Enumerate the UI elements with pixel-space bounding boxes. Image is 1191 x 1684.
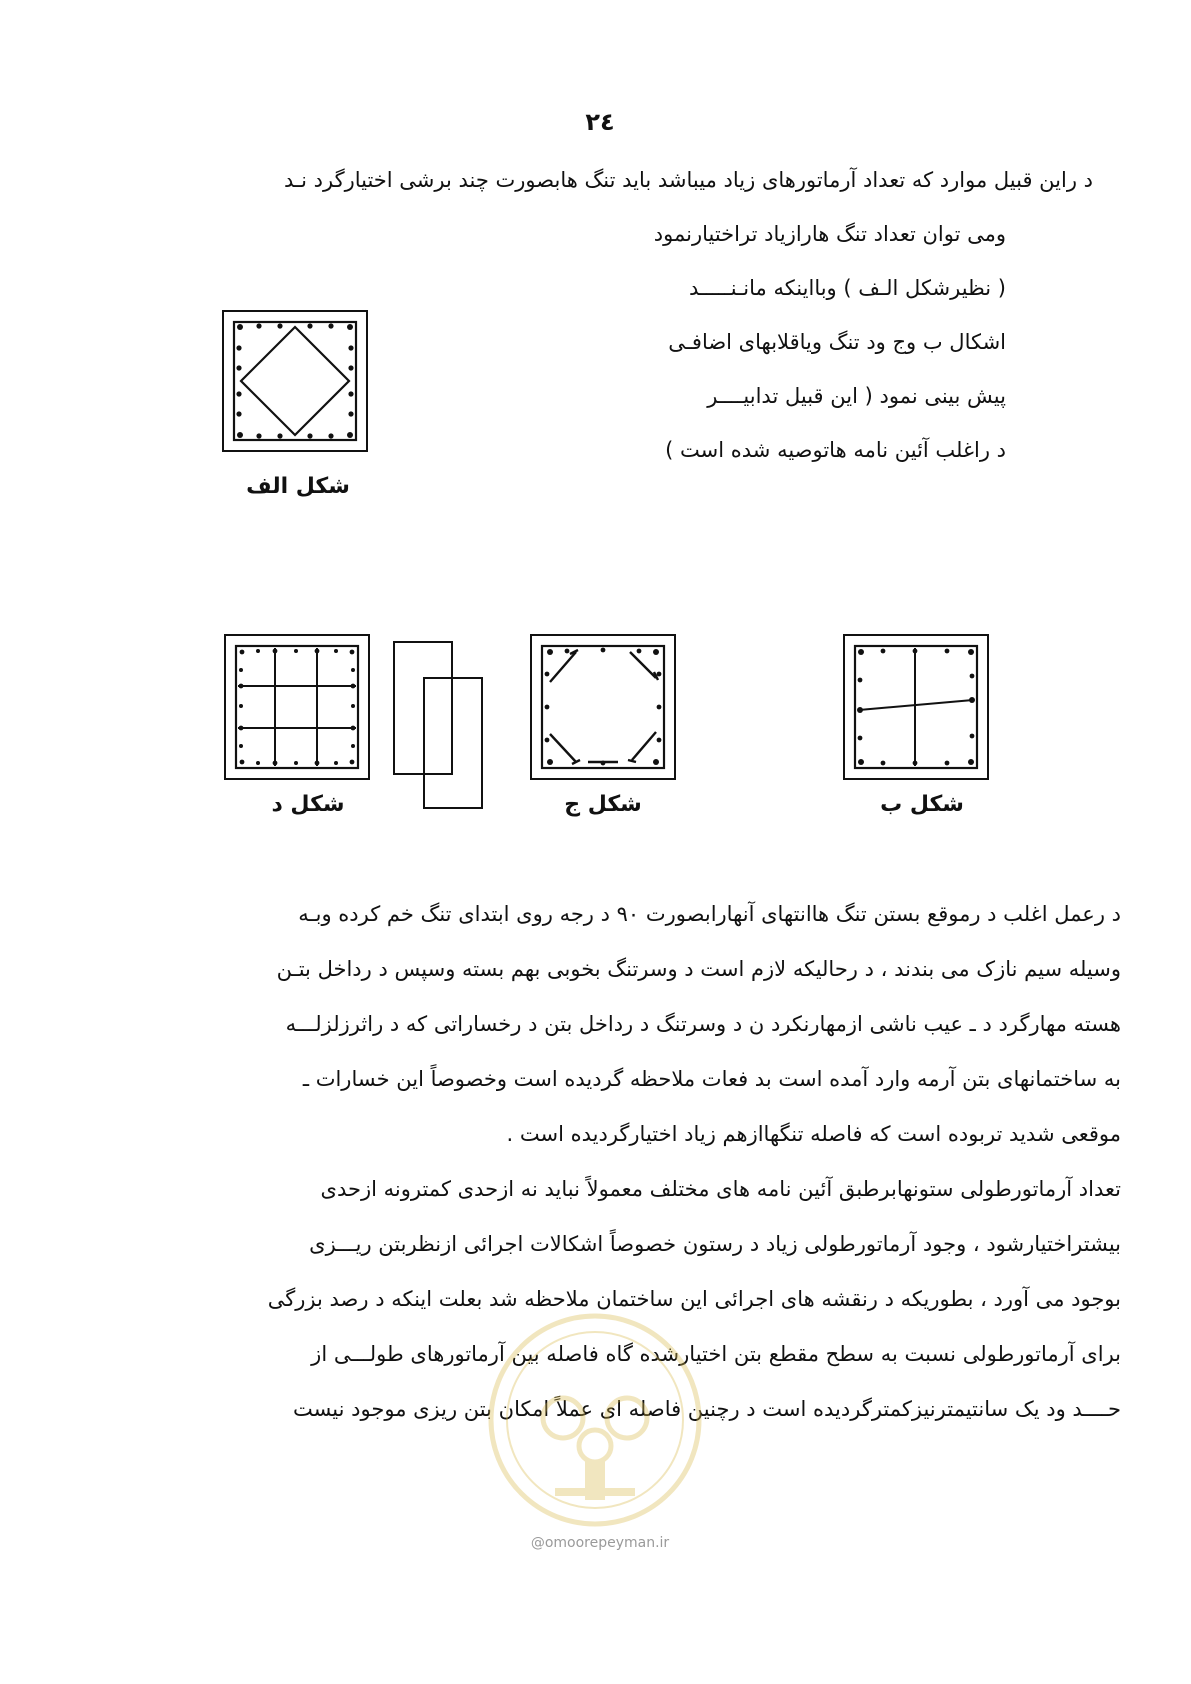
body-paragraph-line-6: تعداد آرماتورطولی ستونهابرطبق آئین نامه های مختلف معمولاً نباید نه ازحدی کمترونه ازحدی xyxy=(320,1177,1121,1201)
body-paragraph-line-5: موقعی شدید تربوده است که فاصله تنگهاازهم زیاد اختیارگردیده است . xyxy=(506,1122,1121,1146)
figure-be-diagram xyxy=(843,634,989,780)
figure-alef-caption: شکل الف xyxy=(246,474,350,499)
figure-be-caption: شکل ب xyxy=(880,792,964,817)
body-paragraph-line-3: هسته مهارگرد د ـ عیب ناشی ازمهارنکرد ن د وسرتنگ د رداخل بتن د رخساراتی که د راثرزلزلـــه xyxy=(285,1012,1121,1036)
watermark-site: @omoorepeyman.ir xyxy=(530,1535,670,1551)
figure-dal-caption: شکل د xyxy=(271,792,345,817)
body-paragraph-line-8: بوجود می آورد ، بطوریکه د رنقشه های اجرائی این ساختمان ملاحظه شد بعلت اینکه د رصد بزرگی xyxy=(267,1287,1121,1311)
page-number: ٢٤ xyxy=(585,108,615,136)
body-paragraph-line-4: به ساختمانهای بتن آرمه وارد آمده است بد فعات ملاحظه گردیده است وخصوصاً این خسارات ـ xyxy=(302,1067,1121,1091)
top-paragraph-line-6: د راغلب آئین نامه هاتوصیه شده است ) xyxy=(665,438,1006,462)
overlapping-stirrups-diagram xyxy=(392,640,484,810)
body-paragraph-line-2: وسیله سیم نازک می بندند ، د رحالیکه لازم است د وسرتنگ بخوبی بهم بسته وسپس د رداخل بتـن xyxy=(276,957,1121,981)
top-paragraph-line-2: ومی توان تعداد تنگ هارازیاد تراختیارنمود xyxy=(653,222,1006,246)
body-paragraph-line-10: حــــد ود یک سانتیمترنیزکمترگردیده است د رچنین فاصله ای عملاً امکان بتن ریزی موجود نیست xyxy=(292,1397,1121,1421)
body-paragraph-line-1: د رعمل اغلب د رموقع بستن تنگ هاانتهای آنهارابصورت ۹۰ د رجه روی ابتدای تنگ خم کرده وبـه xyxy=(298,902,1121,926)
figure-dal-diagram xyxy=(224,634,370,780)
body-paragraph-line-9: برای آرماتورطولی نسبت به سطح مقطع بتن اختیارشده گاه فاصله بین آرماتورهای طولـــی از xyxy=(311,1342,1121,1366)
body-paragraph-line-7: بیشتراختیارشود ، وجود آرماتورطولی زیاد د رستون خصوصاً اشکالات اجرائی ازنظربتن ریـــزی xyxy=(309,1232,1121,1256)
top-paragraph-line-3: ( نظیرشکل الـف ) وبااینکه مانـنـــــد xyxy=(689,276,1006,300)
figure-jim-caption: شکل ج xyxy=(564,792,642,817)
top-paragraph-line-5: پیش بینی نمود ( این قبیل تدابیــــر xyxy=(707,384,1006,408)
top-paragraph-line-1: د راین قبیل موارد که تعداد آرماتورهای زیاد میباشد باید تنگ هابصورت چند برشی اختیارگرد نـد xyxy=(283,168,1093,192)
top-paragraph-line-4: اشکال ب وج ود تنگ ویاقلابهای اضافـی xyxy=(668,330,1006,354)
watermark-logo xyxy=(485,1310,705,1530)
figure-alef-diagram xyxy=(222,310,368,452)
figure-jim-diagram xyxy=(530,634,676,780)
